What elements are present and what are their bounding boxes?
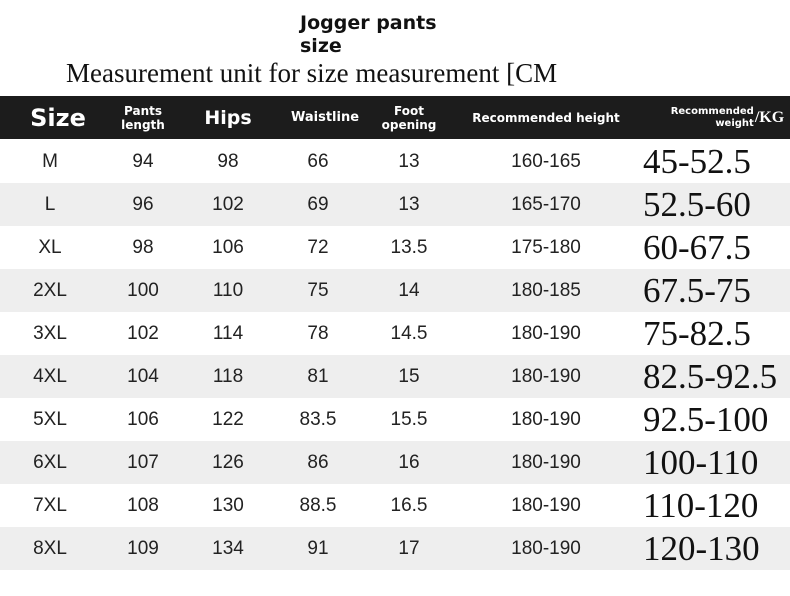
table-row: [0, 398, 790, 441]
table-row: [0, 140, 790, 183]
cell-waistline: 72: [307, 236, 329, 258]
cell-recommended-height: 180-190: [511, 365, 581, 387]
cell-recommended-weight: 82.5-92.5: [643, 356, 778, 396]
cell-size: 8XL: [33, 537, 67, 559]
cell-size: 6XL: [33, 451, 67, 473]
page-title: Jogger pants size: [300, 12, 437, 57]
header-recommended-weight-label: Recommended weight: [670, 105, 754, 129]
header-size: Size: [30, 103, 86, 132]
header-foot-opening: Foot opening: [381, 103, 437, 132]
cell-waistline: 91: [307, 537, 329, 559]
cell-foot-opening: 16.5: [390, 494, 428, 516]
cell-foot-opening: 13.5: [390, 236, 428, 258]
cell-size: 2XL: [33, 279, 67, 301]
table-row: [0, 484, 790, 527]
cell-size: 4XL: [33, 365, 67, 387]
cell-waistline: 88.5: [299, 494, 337, 516]
header-hips: Hips: [204, 106, 252, 129]
cell-size: 3XL: [33, 322, 67, 344]
table-row: [0, 527, 790, 570]
cell-waistline: 86: [307, 451, 329, 473]
cell-hips: 114: [212, 322, 244, 344]
cell-size: 5XL: [33, 408, 67, 430]
cell-pants-length: 104: [127, 365, 159, 387]
cell-recommended-weight: 100-110: [643, 442, 759, 482]
cell-hips: 110: [212, 279, 244, 301]
table-row: [0, 226, 790, 269]
cell-pants-length: 94: [132, 150, 154, 172]
cell-size: XL: [38, 236, 62, 258]
cell-recommended-weight: 92.5-100: [643, 399, 769, 439]
cell-foot-opening: 13: [398, 193, 420, 215]
header-waistline: Waistline: [290, 110, 360, 125]
cell-foot-opening: 13: [398, 150, 420, 172]
cell-pants-length: 98: [132, 236, 154, 258]
cell-pants-length: 107: [127, 451, 159, 473]
cell-recommended-weight: 67.5-75: [643, 270, 751, 310]
cell-pants-length: 109: [127, 537, 159, 559]
cell-hips: 102: [212, 193, 244, 215]
cell-recommended-height: 160-165: [511, 150, 581, 172]
cell-pants-length: 100: [127, 279, 159, 301]
cell-hips: 126: [212, 451, 244, 473]
table-header: [0, 96, 790, 139]
cell-recommended-weight: 120-130: [643, 528, 760, 568]
cell-hips: 130: [212, 494, 244, 516]
cell-recommended-height: 180-190: [511, 494, 581, 516]
cell-pants-length: 108: [127, 494, 159, 516]
cell-waistline: 69: [307, 193, 329, 215]
cell-foot-opening: 15.5: [390, 408, 428, 430]
cell-recommended-height: 180-190: [511, 451, 581, 473]
table-row: [0, 355, 790, 398]
cell-recommended-weight: 60-67.5: [643, 227, 751, 267]
cell-hips: 106: [212, 236, 244, 258]
cell-hips: 122: [212, 408, 244, 430]
header-recommended-weight: [670, 96, 784, 139]
header-recommended-height: Recommended height: [472, 110, 620, 125]
table-row: [0, 183, 790, 226]
cell-recommended-weight: 45-52.5: [643, 141, 751, 181]
cell-waistline: 66: [307, 150, 329, 172]
cell-pants-length: 106: [127, 408, 159, 430]
measurement-unit-note: Measurement unit for size measurement [CM: [66, 58, 558, 88]
cell-pants-length: 96: [132, 193, 154, 215]
cell-waistline: 78: [307, 322, 329, 344]
cell-foot-opening: 15: [398, 365, 420, 387]
cell-recommended-height: 175-180: [511, 236, 581, 258]
cell-waistline: 81: [307, 365, 329, 387]
cell-recommended-height: 180-185: [511, 279, 581, 301]
table-row: [0, 441, 790, 484]
header-weight-unit: /KG: [754, 108, 785, 126]
cell-recommended-height: 180-190: [511, 408, 581, 430]
cell-size: 7XL: [33, 494, 67, 516]
cell-recommended-height: 180-190: [511, 322, 581, 344]
cell-recommended-weight: 110-120: [643, 485, 759, 525]
cell-size: M: [42, 150, 58, 172]
cell-foot-opening: 14: [398, 279, 420, 301]
cell-pants-length: 102: [127, 322, 159, 344]
table-row: [0, 312, 790, 355]
cell-hips: 118: [212, 365, 244, 387]
cell-recommended-weight: 75-82.5: [643, 313, 751, 353]
cell-recommended-height: 180-190: [511, 537, 581, 559]
table-row: [0, 269, 790, 312]
cell-hips: 134: [212, 537, 244, 559]
cell-hips: 98: [217, 150, 239, 172]
cell-foot-opening: 16: [398, 451, 420, 473]
cell-recommended-weight: 52.5-60: [643, 184, 751, 224]
cell-size: L: [44, 193, 56, 215]
header-pants-length: Pants length: [121, 103, 165, 132]
cell-waistline: 83.5: [299, 408, 337, 430]
cell-recommended-height: 165-170: [511, 193, 581, 215]
cell-foot-opening: 17: [398, 537, 420, 559]
cell-waistline: 75: [307, 279, 329, 301]
cell-foot-opening: 14.5: [390, 322, 428, 344]
